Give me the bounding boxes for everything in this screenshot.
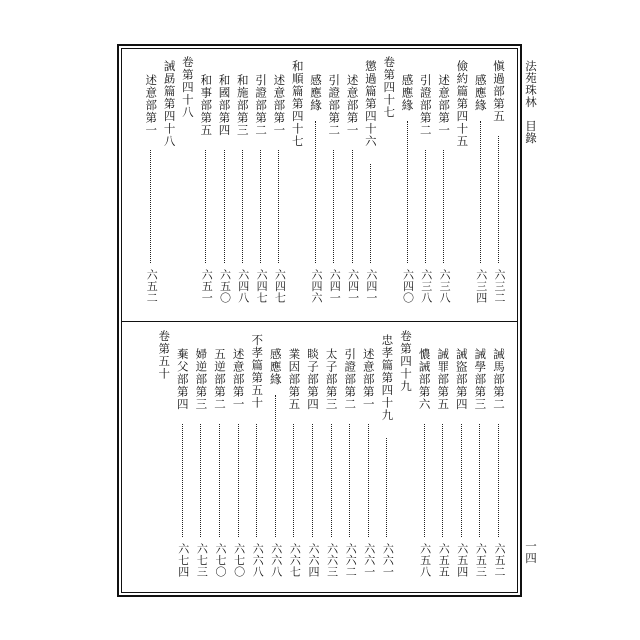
leader-dots	[498, 424, 499, 538]
toc-entry-title: 感應緣	[473, 74, 488, 112]
toc-entry	[471, 348, 489, 586]
toc-entry	[234, 74, 252, 312]
toc-entry-title: 婦逆部第三	[194, 348, 209, 411]
toc-entry	[216, 74, 234, 312]
leader-dots	[150, 150, 151, 264]
toc-entry-page: 六六七	[288, 543, 302, 578]
toc-entry	[453, 348, 471, 586]
toc-entry	[304, 348, 322, 586]
toc-entry-title: 睒子部第四	[306, 348, 320, 411]
toc-entry-title: 卷第四十八	[180, 56, 195, 119]
leader-dots	[205, 150, 206, 264]
leader-dots	[315, 121, 316, 263]
leader-dots	[333, 150, 334, 264]
toc-entry-page: 六四一	[328, 269, 342, 304]
toc-entry-page: 六六二	[344, 543, 358, 578]
toc-entry-page: 六五四	[455, 543, 469, 578]
toc-entry	[179, 56, 197, 312]
toc-entry-page: 六四一	[346, 269, 360, 304]
leader-dots	[219, 424, 220, 538]
toc-entry-page: 六三二	[493, 269, 506, 304]
toc-entry-page: 六四八	[236, 269, 250, 304]
toc-entry-title: 述意部第一	[361, 348, 376, 411]
toc-entry-page: 六三八	[438, 269, 452, 304]
toc-entry-title: 感應緣	[400, 74, 415, 112]
leader-dots	[238, 424, 239, 538]
toc-entry	[267, 348, 285, 586]
leader-dots	[479, 424, 480, 538]
toc-entry-title: 卷第五十	[157, 330, 172, 380]
toc-entry	[380, 56, 398, 312]
toc-entry-page: 六六一	[381, 543, 395, 578]
toc-entry	[197, 74, 215, 312]
leader-dots	[386, 438, 387, 537]
toc-entry-page: 六四一	[364, 269, 378, 304]
toc-entry	[289, 60, 307, 312]
toc-entry-page: 六五〇	[218, 269, 232, 304]
leader-dots	[200, 424, 201, 538]
toc-entry	[397, 330, 415, 586]
toc-entry-page: 六四〇	[401, 269, 415, 304]
toc-entry	[378, 334, 396, 586]
toc-entry	[252, 74, 270, 312]
leader-dots	[278, 150, 279, 264]
toc-entry	[285, 348, 303, 586]
toc-entry-title: 不孝篇第五十	[250, 334, 265, 409]
leader-dots	[331, 424, 332, 538]
toc-entry-title: 愼過部第五	[492, 60, 506, 123]
leader-dots	[443, 150, 444, 264]
toc-entry	[323, 348, 341, 586]
leader-dots	[182, 424, 183, 538]
toc-entry-page: 六五一	[200, 269, 214, 304]
toc-entry-page: 六五三	[474, 543, 488, 578]
toc-entry	[211, 348, 229, 586]
toc-entry	[192, 348, 210, 586]
toc-entry	[472, 74, 490, 312]
toc-entry	[161, 60, 179, 312]
toc-entry-page: 六四六	[310, 269, 323, 304]
toc-entry	[399, 74, 417, 312]
book-title: 法苑珠林 目錄	[524, 60, 538, 144]
toc-entry-title: 述意部第一	[437, 74, 452, 137]
leader-dots	[461, 424, 462, 538]
toc-entry	[490, 348, 508, 586]
leader-dots	[442, 424, 443, 538]
leader-dots	[425, 150, 426, 264]
toc-entry-title: 述意部第一	[144, 74, 159, 137]
leader-dots	[370, 164, 371, 263]
toc-entry-page: 六六八	[269, 543, 283, 578]
toc-entry-title: 誡馬部第二	[492, 348, 506, 411]
toc-entry	[155, 330, 173, 586]
toc-entry	[360, 348, 378, 586]
leader-dots	[407, 121, 408, 263]
toc-entry	[230, 348, 248, 586]
toc-entry	[416, 348, 434, 586]
leader-dots	[260, 150, 261, 264]
toc-entry-title: 感應緣	[309, 74, 323, 112]
toc-entry-title: 和國部第四	[217, 74, 232, 137]
toc-entry	[453, 60, 471, 312]
leader-dots	[224, 150, 225, 264]
toc-entry	[341, 348, 359, 586]
toc-entry-title: 感應緣	[268, 348, 283, 386]
toc-entry-title: 儉約篇第四十五	[455, 60, 470, 148]
toc-entry-title: 卷第四十七	[382, 56, 397, 119]
leader-dots	[498, 136, 499, 264]
toc-entry-page: 六七〇	[232, 543, 246, 578]
toc-entry-title: 卷第四十九	[399, 330, 413, 393]
leader-dots	[352, 150, 353, 264]
toc-entry-title: 誡學部第三	[473, 348, 488, 411]
toc-entry-page: 六六四	[307, 543, 320, 578]
toc-entry	[248, 334, 266, 586]
toc-entry-page: 六三八	[419, 269, 433, 304]
leader-dots	[368, 424, 369, 538]
toc-entry-title: 業因部第五	[287, 348, 302, 411]
toc-entry-page: 六五八	[418, 543, 432, 578]
leader-dots	[242, 150, 243, 264]
toc-entry	[270, 74, 288, 312]
toc-entry-page: 六七〇	[214, 543, 227, 578]
toc-entry	[307, 74, 325, 312]
toc-entry-page: 六七三	[195, 543, 209, 578]
toc-entry-title: 述意部第一	[231, 348, 246, 411]
toc-entry	[174, 348, 192, 586]
toc-entry-page: 六六八	[251, 543, 265, 578]
toc-entry	[435, 74, 453, 312]
leader-dots	[349, 424, 350, 538]
toc-entry-title: 和施部第三	[235, 74, 250, 137]
toc-entry-page: 六五二	[493, 543, 506, 578]
leader-dots	[256, 424, 257, 537]
toc-entry	[142, 74, 160, 312]
toc-entry-title: 誡盜部第四	[454, 348, 469, 411]
toc-entry-title: 懲過篇第四十六	[363, 60, 378, 148]
toc-entry-title: 和事部第五	[199, 74, 214, 137]
toc-entry-page: 六七四	[176, 543, 190, 578]
toc-entry	[325, 74, 343, 312]
panel-divider	[121, 321, 518, 322]
toc-entry-title: 引證部第二	[327, 74, 342, 137]
toc-entry-title: 和順篇第四十七	[290, 60, 305, 148]
toc-entry-title: 引證部第二	[343, 348, 358, 411]
toc-entry-title: 引證部第二	[254, 74, 269, 137]
toc-entry	[434, 348, 452, 586]
toc-entry	[490, 60, 508, 312]
toc-entry-page: 六三四	[474, 269, 488, 304]
toc-entry-title: 五逆部第二	[213, 348, 227, 411]
toc-entry-page: 六六一	[362, 543, 376, 578]
toc-entry-page: 六六三	[325, 543, 339, 578]
toc-entry-page: 六四七	[255, 269, 269, 304]
toc-entry-title: 誡罪部第五	[436, 348, 451, 411]
toc-entry	[362, 60, 380, 312]
leader-dots	[312, 424, 313, 538]
leader-dots	[480, 121, 481, 263]
toc-entry	[417, 74, 435, 312]
toc-entry-title: 引證部第二	[418, 74, 433, 137]
toc-entry-title: 棄父部第四	[175, 348, 190, 411]
toc-entry-page: 六五二	[145, 269, 159, 304]
leader-dots	[293, 424, 294, 538]
page-number: 一四	[524, 540, 538, 564]
toc-entry-title: 太子部第三	[324, 348, 339, 411]
leader-dots	[424, 424, 425, 538]
toc-entry-title: 憹誡部第六	[417, 348, 432, 411]
toc-entry-page: 六四七	[273, 269, 287, 304]
toc-entry-title: 述意部第一	[272, 74, 287, 137]
toc-entry-title: 忠孝篇第四十九	[380, 334, 395, 422]
leader-dots	[275, 395, 276, 537]
toc-entry-title: 誡勗篇第四十八	[162, 60, 177, 148]
toc-entry	[344, 74, 362, 312]
toc-entry-title: 述意部第一	[345, 74, 360, 137]
toc-entry-page: 六五五	[437, 543, 451, 578]
